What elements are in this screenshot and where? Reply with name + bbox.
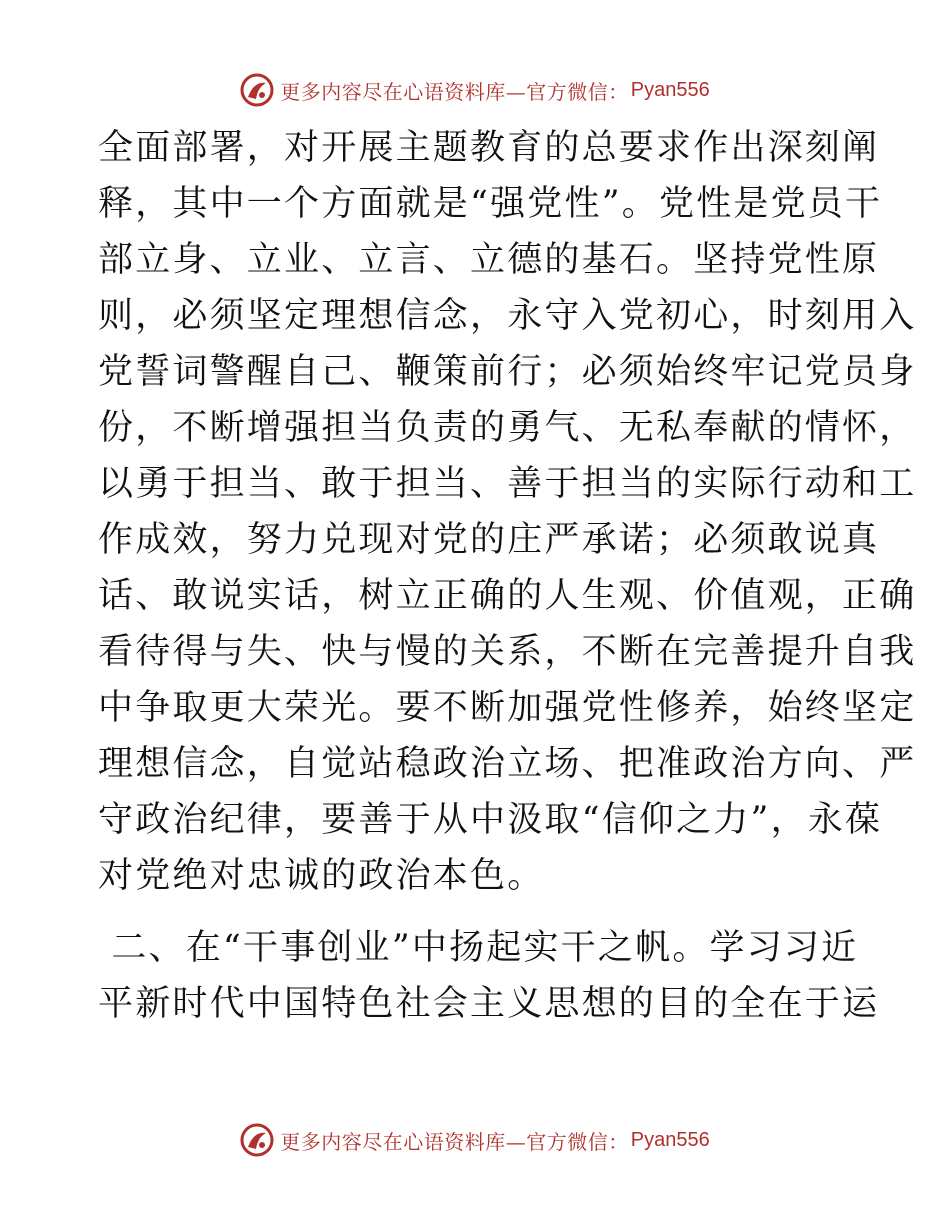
footer-banner-id: Pyan556: [630, 1128, 710, 1151]
paragraph-1: [98, 120, 917, 904]
text-line: 话、敢说实话，树立正确的人生观、价值观，正确: [98, 576, 917, 616]
text-line: 以勇于担当、敢于担当、善于担当的实际行动和工: [98, 464, 917, 504]
text-line: 中争取更大荣光。要不断加强党性修养，始终坚定: [98, 688, 917, 728]
text-line: 党誓词警醒自己、鞭策前行；必须始终牢记党员身: [98, 352, 917, 392]
text-line: 平新时代中国特色社会主义思想的目的全在于运: [98, 984, 880, 1024]
seal-logo-icon: [240, 73, 274, 107]
text-line: 作成效，努力兑现对党的庄严承诺；必须敢说真: [98, 520, 880, 560]
text-line: 看待得与失、快与慢的关系，不断在完善提升自我: [98, 632, 917, 672]
text-line: 则，必须坚定理想信念，永守入党初心，时刻用入: [98, 296, 917, 336]
text-line: 守政治纪律，要善于从中汲取“信仰之力”，永葆: [98, 800, 883, 840]
text-line: 二、在“干事创业”中扬起实干之帆。学习习近: [98, 928, 859, 968]
text-line: 对党绝对忠诚的政治本色。: [98, 856, 545, 896]
text-line: 部立身、立业、立言、立德的基石。坚持党性原: [98, 240, 880, 280]
text-line: 理想信念，自觉站稳政治立场、把准政治方向、严: [98, 744, 917, 784]
text-line: 释，其中一个方面就是“强党性”。党性是党员干: [98, 184, 883, 224]
header-banner-id: Pyan556: [630, 78, 710, 101]
footer-banner-text: 更多内容尽在心语资料库—官方微信：: [280, 1129, 629, 1154]
header-banner: [0, 70, 950, 110]
footer-banner: [0, 1120, 950, 1160]
text-line: 份，不断增强担当负责的勇气、无私奉献的情怀，: [98, 408, 917, 448]
seal-logo-icon: [240, 1123, 274, 1157]
paragraph-2: [98, 920, 880, 1032]
document-body: [98, 120, 917, 1032]
text-line: 全面部署，对开展主题教育的总要求作出深刻阐: [98, 128, 880, 168]
header-banner-text: 更多内容尽在心语资料库—官方微信：: [280, 79, 629, 104]
